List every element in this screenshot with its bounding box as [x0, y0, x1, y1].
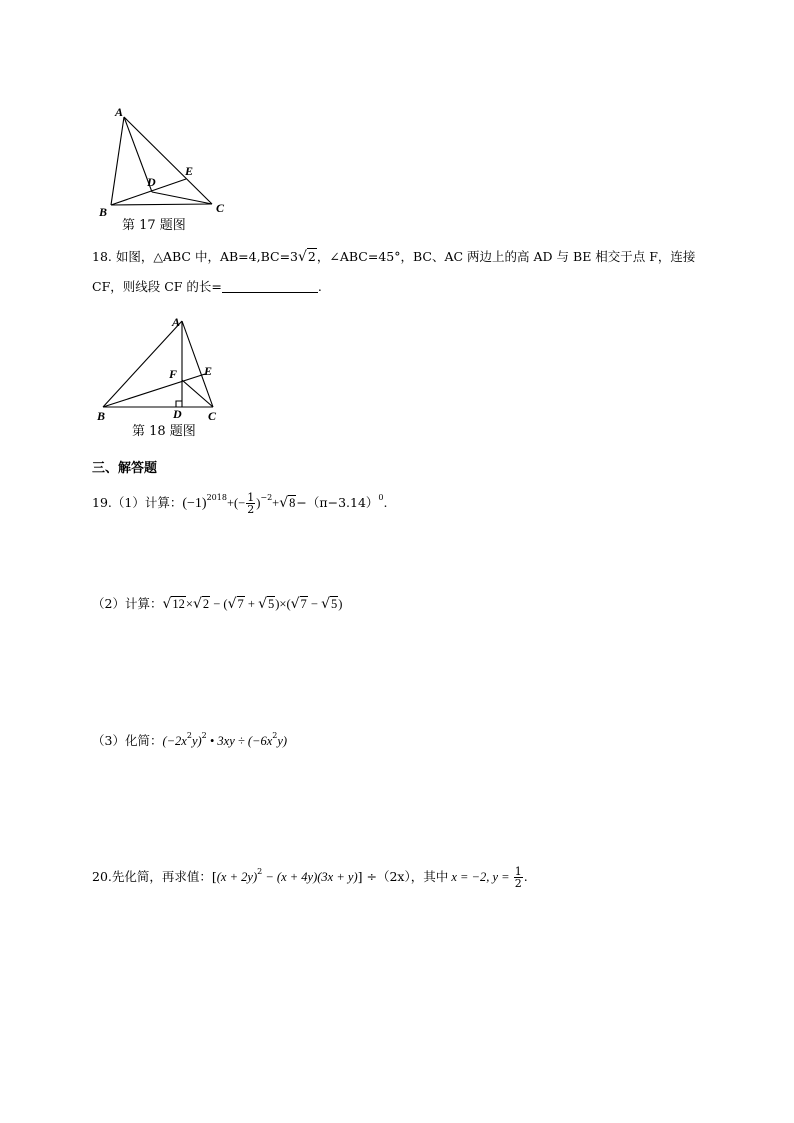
- sqrt-5: √5: [321, 596, 338, 612]
- sqrt-5: √5: [258, 596, 275, 612]
- figure-17-caption: 第 17 题图: [122, 218, 186, 233]
- label-d: D: [173, 407, 182, 420]
- segment-ab: [111, 117, 124, 205]
- sqrt-7: √7: [227, 596, 244, 612]
- question-18-text-a: 如图，△ABC 中，AB=4,BC=3: [115, 249, 298, 264]
- label-d: D: [147, 175, 156, 189]
- section-heading: 三、解答题: [92, 461, 158, 476]
- sqrt-2: √2: [192, 596, 210, 612]
- figure-17-diagram: [90, 100, 240, 220]
- label-b: B: [97, 409, 106, 420]
- question-20: 20.先化简，再求值：$[(x + 2y)^2 - (x + 4y)(3x + y)] \div(2x)$，其中 x = −2, y = $\frac{1}{2}$ .: [92, 865, 528, 890]
- label-c: C: [208, 409, 217, 420]
- segment-ac: [124, 117, 212, 204]
- question-19-part-3: （3）化简：$(-2x^2y)^2$ • $3xy \div (-6x^2y)$: [92, 731, 288, 748]
- label-e: E: [185, 164, 194, 178]
- label-c: C: [216, 201, 225, 215]
- sqrt-7: √7: [290, 596, 307, 612]
- figure-18-diagram: [90, 308, 230, 420]
- segment-bc: [111, 204, 212, 205]
- question-18-number: 18.: [92, 249, 112, 264]
- label-e: E: [204, 364, 213, 378]
- sqrt-2: √2: [298, 249, 316, 265]
- question-18-text-c: CF，则线段 CF 的长=: [92, 279, 222, 294]
- sqrt-12: √12: [162, 596, 185, 612]
- question-19-part-1: 19.（1）计算：$(-1)^{2018}+(-$ $\frac{1}{2}$ )$^{-2}+√8-(\pi-3.14)^0$.: [92, 491, 388, 516]
- label-a: A: [172, 315, 181, 329]
- figure-18-caption: 第 18 题图: [132, 424, 196, 439]
- question-18-text-b: ，∠ABC=45°，BC、AC 两边上的高 AD 与 BE 相交于点 F，连接: [316, 249, 696, 264]
- label-f: F: [169, 367, 178, 381]
- question-18-line-2: CF，则线段 CF 的长= .: [92, 279, 322, 294]
- fraction-half: $\frac{1}{2}$: [514, 865, 522, 890]
- fraction-half: $\frac{1}{2}$: [247, 491, 255, 516]
- question-19-part-2: （2）计算：√12×√2 − (√7 + √5)×(√7 − √5): [92, 596, 343, 612]
- question-18-line-1: [92, 249, 695, 265]
- label-a: A: [115, 105, 124, 119]
- label-b: B: [99, 205, 108, 219]
- segment-dc: [152, 192, 212, 204]
- answer-blank[interactable]: [222, 280, 318, 293]
- sqrt-8: √8: [279, 495, 296, 511]
